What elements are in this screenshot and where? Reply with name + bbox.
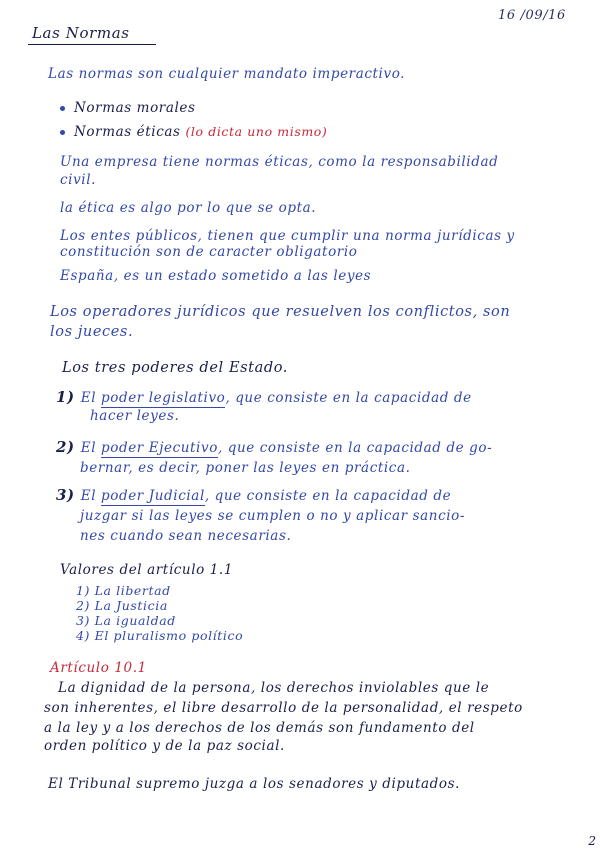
- power-number: 1): [56, 388, 75, 406]
- bullet-dot: [60, 106, 65, 111]
- paragraph-line: constitución son de caracter obligatorio: [60, 244, 358, 260]
- bullet-item: [60, 100, 196, 116]
- paragraph-line: civil.: [60, 172, 97, 188]
- bullet-text: Normas éticas: [74, 124, 181, 140]
- paragraph-line: Los operadores jurídicos que resuelven los conflictos, son: [50, 304, 511, 320]
- bullet-item: [60, 124, 327, 140]
- intro-line: Las normas son cualquier mandato imperactivo.: [48, 66, 406, 82]
- bullet-text: Normas morales: [74, 100, 196, 116]
- date: 16 /09/16: [498, 8, 566, 23]
- powers-heading: Los tres poderes del Estado.: [62, 360, 289, 376]
- values-item: 3) La igualdad: [76, 613, 176, 628]
- power-term: poder legislativo: [101, 390, 226, 406]
- power-term: poder Ejecutivo: [101, 440, 218, 456]
- power-number: 3): [56, 486, 75, 504]
- article-line: La dignidad de la persona, los derechos inviolables que le: [58, 680, 490, 696]
- power-line: bernar, es decir, poner las leyes en práctica.: [80, 460, 411, 476]
- paragraph-line: Una empresa tiene normas éticas, como la responsabilidad: [60, 154, 499, 170]
- article-line: a la ley y a los derechos de los demás son fundamento del: [44, 720, 475, 736]
- bullet-note: (lo dicta uno mismo): [185, 124, 328, 139]
- paragraph-line: España, es un estado sometido a las leyes: [60, 268, 372, 284]
- paragraph-line: la ética es algo por lo que se opta.: [60, 200, 317, 216]
- power-line: El poder Ejecutivo, que consiste en la capacidad de go-: [80, 440, 493, 456]
- power-number: 2): [56, 438, 75, 456]
- paragraph-line: Los entes públicos, tienen que cumplir una norma jurídicas y: [60, 228, 515, 244]
- page-corner-mark: 2: [588, 834, 596, 848]
- power-item: [56, 486, 451, 504]
- power-line: juzgar si las leyes se cumplen o no y aplicar sancio-: [80, 508, 466, 524]
- power-line: hacer leyes.: [90, 408, 180, 424]
- page-title: Las Normas: [32, 24, 130, 42]
- power-item: [56, 438, 492, 456]
- power-line: nes cuando sean necesarias.: [80, 528, 292, 544]
- article-heading: Artículo 10.1: [50, 660, 147, 676]
- power-item: [56, 388, 472, 406]
- closing-line: El Tribunal supremo juzga a los senadores y diputados.: [48, 776, 461, 792]
- values-item: 2) La Justicia: [76, 598, 168, 613]
- title-underline: [28, 44, 156, 45]
- power-term: poder Judicial: [101, 488, 205, 504]
- article-line: orden político y de la paz social.: [44, 738, 285, 754]
- values-heading: Valores del artículo 1.1: [60, 562, 234, 578]
- values-item: 4) El pluralismo político: [76, 628, 244, 643]
- article-line: son inherentes, el libre desarrollo de la personalidad, el respeto: [44, 700, 523, 716]
- values-item: 1) La libertad: [76, 583, 171, 598]
- power-line: El poder legislativo, que consiste en la capacidad de: [80, 390, 472, 406]
- power-line: El poder Judicial, que consiste en la capacidad de: [80, 488, 452, 504]
- paragraph-line: los jueces.: [50, 324, 134, 340]
- bullet-dot: [60, 130, 65, 135]
